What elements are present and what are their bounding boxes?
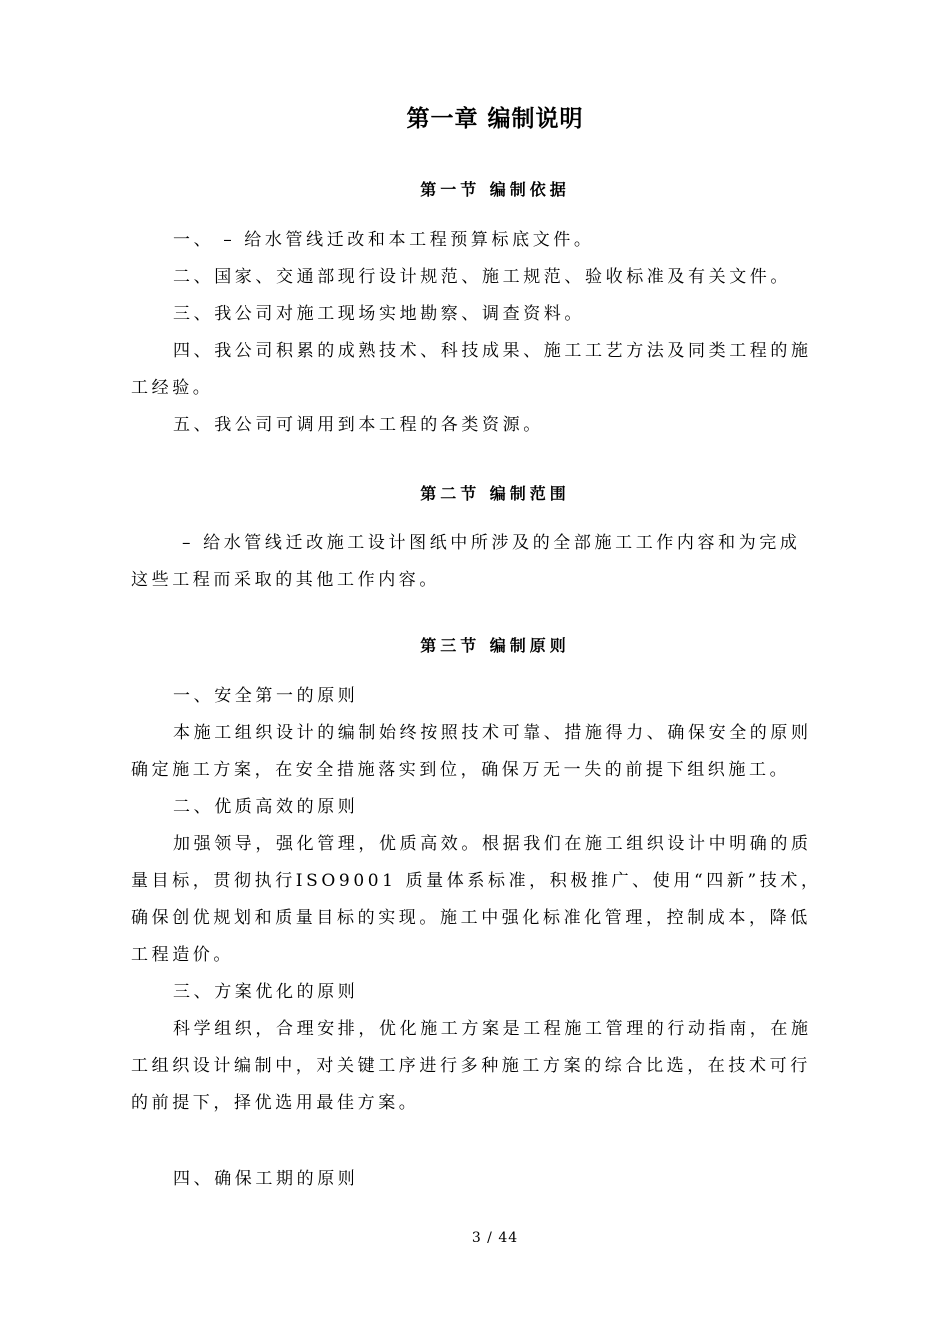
body-line: 确保创优规划和质量目标的实现。施工中强化标准化管理，控制成本，降低	[131, 908, 811, 928]
body-line: 四、确保工期的原则	[173, 1169, 359, 1189]
body-line: 二、优质高效的原则	[173, 797, 359, 817]
body-line: 一、安全第一的原则	[173, 686, 359, 706]
body-line: 工组织设计编制中，对关键工序进行多种施工方案的综合比选，在技术可行	[131, 1056, 811, 1076]
body-line: 四、我公司积累的成熟技术、科技成果、施工工艺方法及同类工程的施	[173, 341, 812, 361]
body-line: 量目标，贯彻执行ISO9001 质量体系标准，积极推广、使用“四新”技术，	[131, 871, 822, 891]
body-line: 三、方案优化的原则	[173, 982, 359, 1002]
body-line: – 给水管线迁改施工设计图纸中所涉及的全部施工工作内容和为完成	[173, 533, 801, 553]
section-1-body	[131, 222, 858, 444]
body-line: 本施工组织设计的编制始终按照技术可靠、措施得力、确保安全的原则	[173, 723, 812, 743]
body-line: 一、 – 给水管线迁改和本工程预算标底文件。	[173, 230, 595, 250]
section-3-body	[131, 678, 858, 1122]
section-3-body-continued	[131, 1161, 858, 1198]
page-number: 3 / 44	[471, 1230, 519, 1246]
section-title-3: 第三节 编制原则	[420, 636, 570, 655]
body-line: 三、我公司对施工现场实地勘察、调查资料。	[173, 304, 585, 324]
section-2-body	[131, 525, 858, 599]
body-line: 工程造价。	[131, 945, 234, 965]
body-line: 加强领导，强化管理，优质高效。根据我们在施工组织设计中明确的质	[173, 834, 812, 854]
section-title-1: 第一节 编制依据	[420, 180, 570, 199]
body-line: 的前提下，择优选用最佳方案。	[131, 1093, 420, 1113]
section-title-2: 第二节 编制范围	[420, 484, 570, 503]
chapter-title: 第一章 编制说明	[406, 105, 584, 132]
body-line: 五、我公司可调用到本工程的各类资源。	[173, 415, 544, 435]
body-line: 二、国家、交通部现行设计规范、施工规范、验收标准及有关文件。	[173, 267, 791, 287]
body-line: 工经验。	[131, 378, 214, 398]
body-line: 确定施工方案，在安全措施落实到位，确保万无一失的前提下组织施工。	[131, 760, 791, 780]
body-line: 这些工程而采取的其他工作内容。	[131, 570, 440, 590]
body-line: 科学组织，合理安排，优化施工方案是工程施工管理的行动指南，在施	[173, 1019, 812, 1039]
